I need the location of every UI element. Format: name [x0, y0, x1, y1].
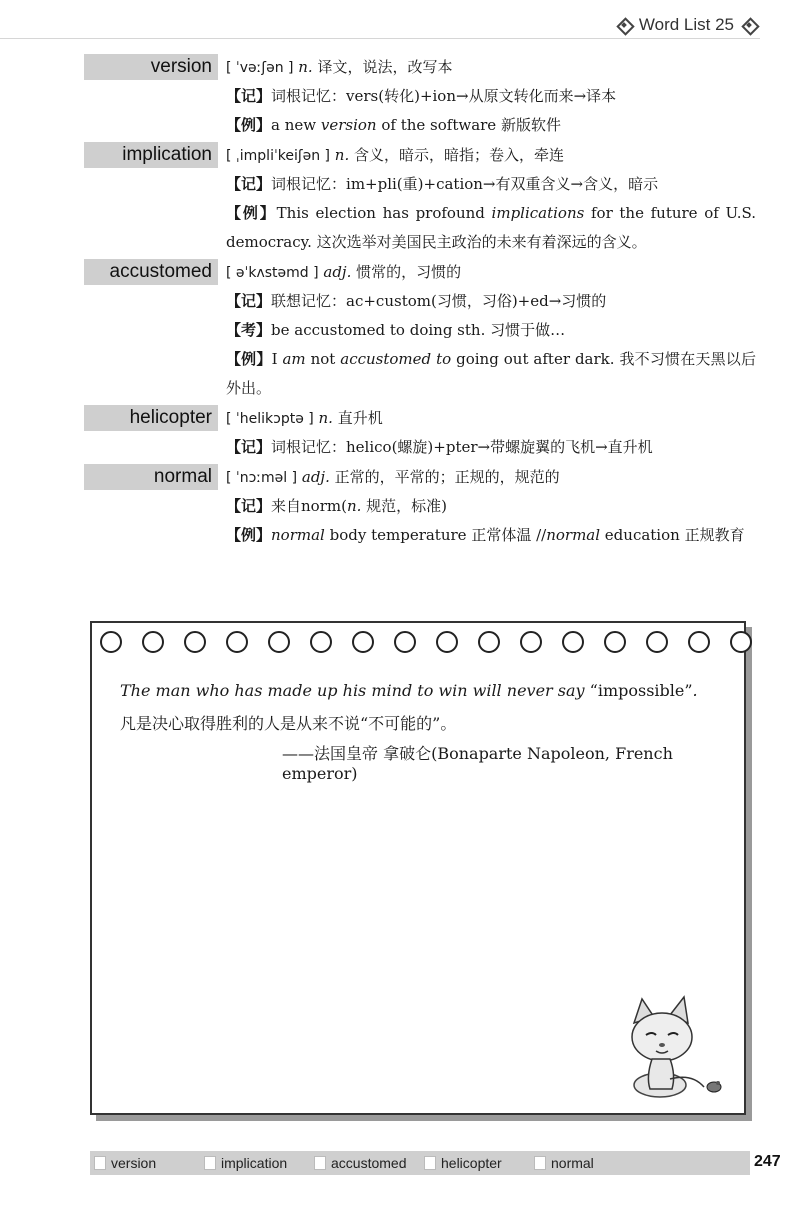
- phonetic: [ ˈnɔːməl ]: [226, 470, 298, 486]
- note-text: accustomed to: [340, 350, 452, 368]
- note-tag: 【例】: [226, 116, 272, 134]
- note-tag: 【记】: [226, 497, 272, 515]
- entry-note-line: [226, 111, 756, 140]
- footer-word-label: helicopter: [441, 1155, 502, 1171]
- entry-definition: [226, 405, 383, 433]
- note-tag: 【例】: [226, 526, 272, 544]
- page-number: 247: [754, 1153, 781, 1170]
- meaning: 正常的，平常的；正规的，规范的: [334, 468, 560, 486]
- entry-note-line: [226, 199, 756, 257]
- entry-headline: [84, 405, 756, 433]
- footer-word-label: implication: [221, 1155, 288, 1171]
- phonetic: [ əˈkʌstəmd ]: [226, 265, 319, 281]
- binder-ring-icon: [646, 631, 668, 653]
- headword: accustomed: [84, 259, 218, 285]
- footer-word: [200, 1151, 310, 1175]
- notebook-rings: [100, 631, 752, 653]
- quote-english-end: .: [692, 681, 698, 700]
- diamond-icon: [742, 18, 756, 32]
- binder-ring-icon: [352, 631, 374, 653]
- word-list-title: Word List 25: [638, 15, 734, 34]
- part-of-speech: n.: [298, 58, 313, 76]
- note-text: be accustomed to doing sth. 习惯于做…: [271, 321, 566, 339]
- phonetic: [ ˈhelikɔptə ]: [226, 411, 314, 427]
- headword: helicopter: [84, 405, 218, 431]
- cat-illustration: [612, 993, 732, 1103]
- binder-ring-icon: [184, 631, 206, 653]
- note-tag: 【记】: [226, 87, 272, 105]
- meaning: 译文，说法，改写本: [317, 58, 453, 76]
- note-tag: 【例】: [226, 350, 272, 368]
- phonetic: [ ˈvəːʃən ]: [226, 60, 294, 76]
- headword: implication: [84, 142, 218, 168]
- quote-attribution: ——法国皇帝 拿破仑(Bonaparte Napoleon, French emperor): [282, 744, 673, 783]
- note-text: education 正规教育: [600, 526, 745, 544]
- part-of-speech: n.: [334, 146, 350, 164]
- note-tag: 【记】: [226, 438, 272, 456]
- note-text: going out after dark. 我不习惯在天黑以后外出。: [226, 350, 756, 397]
- entry-headline: [84, 259, 756, 287]
- note-tag: 【考】: [226, 321, 272, 339]
- footer-word: [310, 1151, 420, 1175]
- binder-ring-icon: [478, 631, 500, 653]
- entry-note-line: [226, 433, 756, 462]
- footer-word-label: accustomed: [331, 1155, 407, 1171]
- headword: version: [84, 54, 218, 80]
- entry-note-line: [226, 345, 756, 403]
- binder-ring-icon: [226, 631, 248, 653]
- entry-note-line: [226, 170, 756, 199]
- note-text: a new: [271, 116, 321, 134]
- entry-headline: [84, 142, 756, 170]
- quote-english-text: The man who has made up his mind to win will never say: [120, 681, 590, 700]
- diamond-icon: [617, 18, 631, 32]
- binder-ring-icon: [730, 631, 752, 653]
- checkbox-icon: [204, 1156, 216, 1170]
- footer-word-label: version: [111, 1155, 157, 1171]
- note-text: of the software 新版软件: [376, 116, 561, 134]
- entry-headline: [84, 464, 756, 492]
- note-text: body temperature 正常体温 //: [324, 526, 547, 544]
- quote-chinese: 凡是决心取得胜利的人是从来不说“不可能的”。: [120, 714, 457, 733]
- note-text: n.: [346, 497, 362, 515]
- note-text: version: [320, 116, 377, 134]
- checkbox-icon: [94, 1156, 106, 1170]
- note-text: 词根记忆：im+pli(重)+cation→有双重含义→含义，暗示: [271, 175, 659, 193]
- entry-note-line: [226, 316, 756, 345]
- note-text: am: [282, 350, 306, 368]
- note-text: 词根记忆：vers(转化)+ion→从原文转化而来→译本: [271, 87, 617, 105]
- note-tag: 【记】: [226, 175, 272, 193]
- running-header: [617, 14, 756, 36]
- binder-ring-icon: [100, 631, 122, 653]
- note-text: normal: [271, 526, 325, 544]
- entry-note-line: [226, 287, 756, 316]
- binder-ring-icon: [520, 631, 542, 653]
- headword: normal: [84, 464, 218, 490]
- vocab-entry: [84, 142, 756, 257]
- entry-definition: [226, 259, 461, 287]
- binder-ring-icon: [688, 631, 710, 653]
- vocab-entry: [84, 54, 756, 140]
- note-text: 词根记忆：helico(螺旋)+pter→带螺旋翼的飞机→直升机: [271, 438, 653, 456]
- footer-word-label: normal: [551, 1155, 594, 1171]
- part-of-speech: n.: [318, 409, 333, 427]
- vocab-entry: [84, 405, 756, 462]
- note-text: normal: [546, 526, 601, 544]
- entry-note-line: [226, 82, 756, 111]
- binder-ring-icon: [604, 631, 626, 653]
- entry-definition: [226, 464, 560, 492]
- checkbox-icon: [534, 1156, 546, 1170]
- note-tag: 【记】: [226, 292, 272, 310]
- binder-ring-icon: [562, 631, 584, 653]
- entry-definition: [226, 142, 564, 170]
- header-divider: [0, 38, 760, 39]
- note-text: not: [305, 350, 341, 368]
- phonetic: [ ˌimpliˈkeiʃən ]: [226, 148, 331, 164]
- checkbox-icon: [314, 1156, 326, 1170]
- note-tag: 【例】: [226, 204, 277, 222]
- footer-word-index: [90, 1151, 750, 1175]
- part-of-speech: adj.: [323, 263, 352, 281]
- meaning: 惯常的，习惯的: [356, 263, 462, 281]
- note-text: This election has profound: [276, 204, 492, 222]
- binder-ring-icon: [268, 631, 290, 653]
- entry-note-line: [226, 521, 756, 550]
- note-text: I: [271, 350, 283, 368]
- vocab-entry: [84, 464, 756, 550]
- note-text: 来自norm(: [271, 497, 347, 515]
- binder-ring-icon: [394, 631, 416, 653]
- footer-word: [420, 1151, 530, 1175]
- entry-definition: [226, 54, 453, 82]
- footer-word: [530, 1151, 640, 1175]
- binder-ring-icon: [142, 631, 164, 653]
- footer-word: [90, 1151, 200, 1175]
- part-of-speech: adj.: [301, 468, 330, 486]
- binder-ring-icon: [310, 631, 332, 653]
- note-text: for the future of U.S. democracy. 这次选举对美国民主政治的未来有着深远的含义。: [226, 204, 756, 251]
- vocab-entry: [84, 259, 756, 403]
- quote-notebook: [90, 621, 746, 1115]
- meaning: 含义，暗示，暗指；卷入，牵连: [354, 146, 565, 164]
- vocabulary-entries: [84, 54, 756, 552]
- note-text: implications: [491, 204, 585, 222]
- checkbox-icon: [424, 1156, 436, 1170]
- binder-ring-icon: [436, 631, 458, 653]
- note-text: 联想记忆：ac+custom(习惯，习俗)+ed→习惯的: [271, 292, 607, 310]
- entry-headline: [84, 54, 756, 82]
- meaning: 直升机: [337, 409, 383, 427]
- note-text: 规范，标准): [361, 497, 448, 515]
- quote-english-quoted: “impossible”: [589, 681, 693, 700]
- quote-english: [120, 681, 698, 700]
- entry-note-line: [226, 492, 756, 521]
